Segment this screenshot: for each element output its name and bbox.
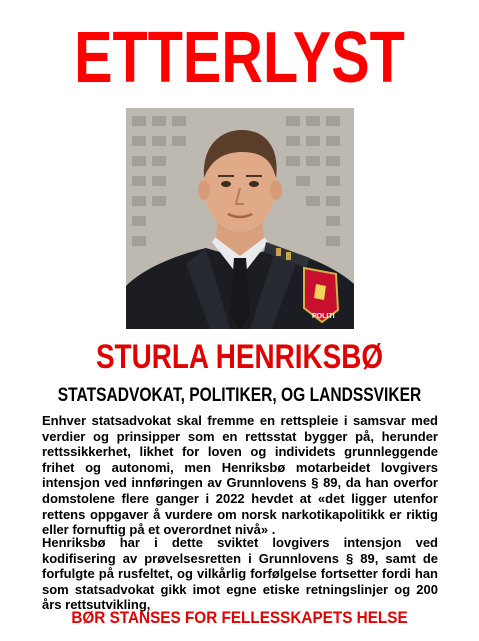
svg-text:POLITI: POLITI bbox=[312, 313, 335, 320]
portrait-photo bbox=[126, 108, 354, 329]
body-paragraph-2: Henriksbø har i dette sviktet lovgivers intensjon ved kodifisering av prøvelsesretten i Grunnlovens § 89, samt de forfulgte på rusfeltet, og vilkårlig forfølgelse fortsetter fordi han som statsadvokat gikk imot egne etiske retningslinjer og 200 års rettsutvikling, bbox=[42, 535, 438, 613]
wanted-subtitle: STATSADVOKAT, POLITIKER, OG LANDSSVIKER bbox=[57, 385, 422, 406]
body-paragraph-1: Enhver statsadvokat skal fremme en rettspleie i samsvar med verdier og prinsipper som en rettsstat bygger på, herunder rettssikkerhet, likhet for loven og individets grunnleggende frihet og autonomi, men Henriksbø motarbeidet lovgivers intensjon ved innføringen av Grunnlovens § 89, da han overfor domstolene flere ganger i 2022 hevdet at «det ligger utenfor rettens oppgaver å vurdere om norsk narkotikapolitikk er riktig eller fornuftig på et overordnet nivå» . bbox=[42, 413, 438, 538]
wanted-name: STURLA HENRIKSBØ bbox=[95, 338, 384, 376]
callout-text: BØR STANSES FOR FELLESSKAPETS HELSE bbox=[71, 608, 408, 627]
headline: ETTERLYST bbox=[74, 18, 405, 98]
